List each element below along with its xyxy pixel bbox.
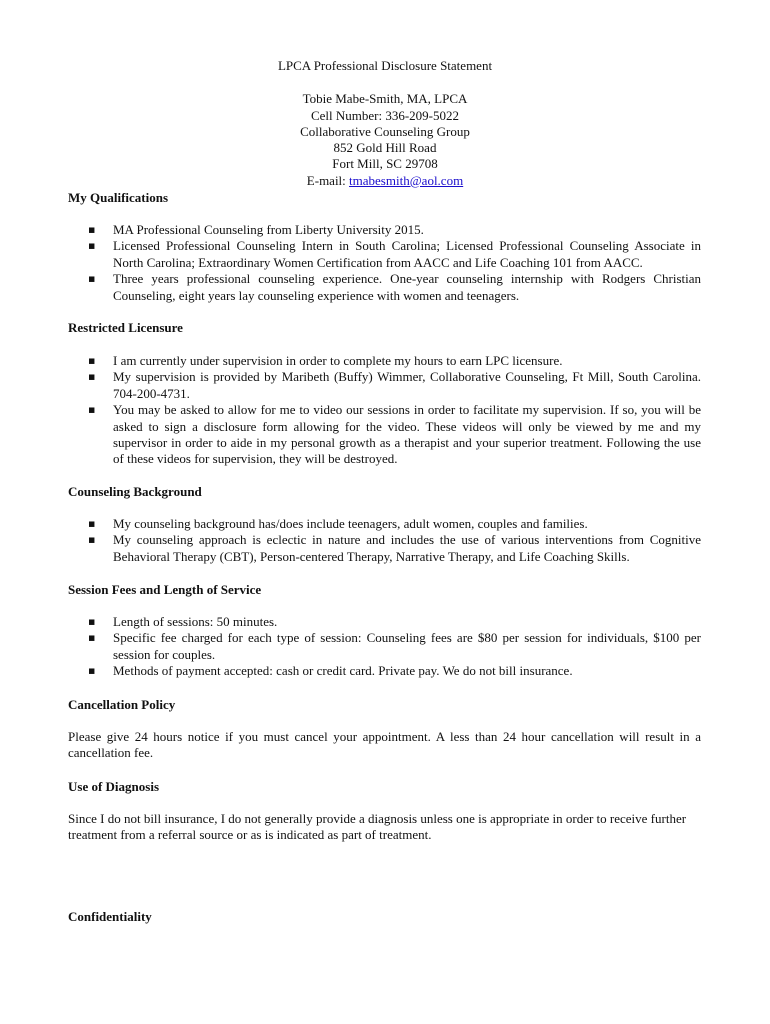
qualifications-heading: My Qualifications [68,190,169,205]
list-item: ▪ My counseling background has/does include teenagers, adult women, couples and families. [68,516,701,532]
list-item: ▪ MA Professional Counseling from Liberty University 2015. [68,222,701,238]
counselor-name: Tobie Mabe-Smith, MA, LPCA [302,91,468,107]
background-list [68,516,701,565]
cancellation-heading: Cancellation Policy [68,697,176,712]
list-item: ▪ I am currently under supervision in order to complete my hours to earn LPC licensure. [68,353,701,369]
cancellation-text: Please give 24 hours notice if you must cancel your appointment. A less than 24 hour cancellation will result in a cancellation fee. [68,729,701,761]
email-line [0,173,770,189]
email-label: E-mail: [306,172,350,188]
list-item: ▪ Methods of payment accepted: cash or credit card. Private pay. We do not bill insurance. [68,663,701,679]
licensure-heading: Restricted Licensure [68,320,183,335]
street-address: 852 Gold Hill Road [333,140,437,156]
list-item: ▪ Three years professional counseling experience. One-year counseling internship with Rodgers Christian Counseling, eight years lay counseling experience with women and teenagers. [68,271,701,304]
qualifications-list [68,222,701,304]
diagnosis-text: Since I do not bill insurance, I do not generally provide a diagnosis unless one is appropriate in order to receive further treatment from a referral source or as is indicated as part of treatment. [68,811,687,843]
document-header [0,58,770,189]
list-item: ▪ You may be asked to allow for me to video our sessions in order to facilitate my supervision. If so, you will be asked to sign a disclosure form allowing for the video. These videos will only be viewed by me and my supervisor in order to aide in my personal growth as a therapist and your superior treatment. Following the use of these videos for supervision, they will be destroyed. [68,402,701,468]
background-heading: Counseling Background [68,484,202,499]
diagnosis-heading: Use of Diagnosis [68,779,160,794]
list-item: ▪ My supervision is provided by Maribeth (Buffy) Wimmer, Collaborative Counseling, Ft Mill, South Carolina. 704-200-4731. [68,369,701,402]
list-item: ▪ My counseling approach is eclectic in nature and includes the use of various interventions from Cognitive Behavioral Therapy (CBT), Person-centered Therapy, Narrative Therapy, and Life Coaching Skills. [68,532,701,565]
confidentiality-heading: Confidentiality [68,909,152,924]
list-item: ▪ Length of sessions: 50 minutes. [68,614,701,630]
document-title: LPCA Professional Disclosure Statement [277,58,493,73]
phone-number: Cell Number: 336-209-5022 [310,107,460,123]
licensure-list [68,353,701,468]
email-link[interactable]: tmabesmith@aol.com [349,172,464,188]
fees-heading: Session Fees and Length of Service [68,582,262,597]
city-state-zip: Fort Mill, SC 29708 [332,156,438,172]
list-item: ▪ Licensed Professional Counseling Intern in South Carolina; Licensed Professional Counseling Associate in North Carolina; Extraordinary Women Certification from AACC and Life Coaching 101 from AACC. [68,238,701,271]
organization-name: Collaborative Counseling Group [300,123,470,139]
fees-list [68,614,701,680]
list-item: ▪ Specific fee charged for each type of session: Counseling fees are $80 per session for individuals, $100 per session for couples. [68,630,701,663]
